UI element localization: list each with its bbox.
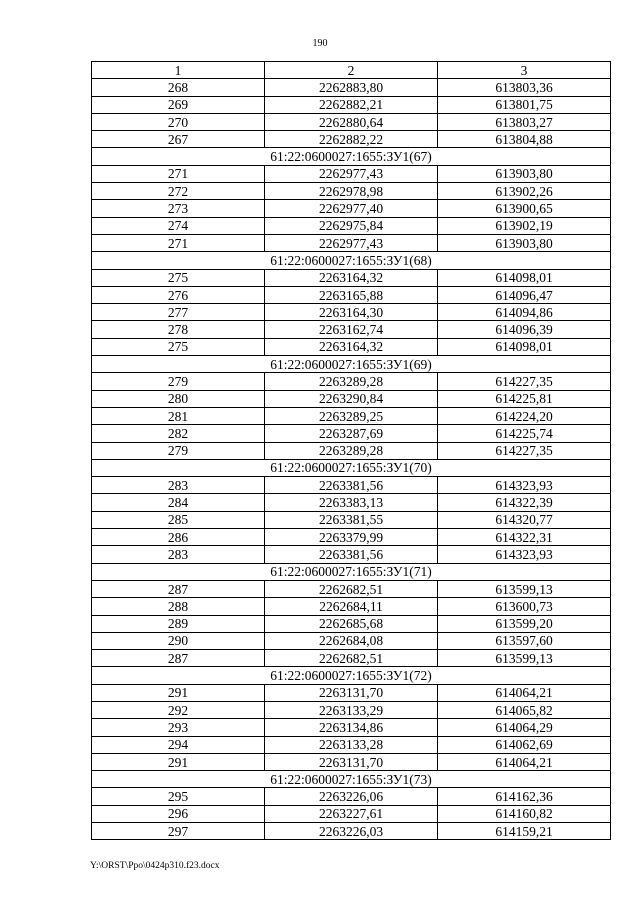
point-number-cell: 268 — [92, 79, 265, 96]
x-coordinate-cell: 2262977,40 — [265, 200, 438, 217]
table-row — [92, 529, 611, 546]
x-coordinate-cell: 2262975,84 — [265, 217, 438, 234]
point-number-cell: 290 — [92, 632, 265, 649]
table-row — [92, 511, 611, 528]
y-coordinate-cell: 614162,36 — [438, 788, 611, 805]
table-row — [92, 701, 611, 718]
section-header-row — [92, 356, 611, 373]
point-number-cell: 279 — [92, 442, 265, 459]
table-row — [92, 96, 611, 113]
section-label: 61:22:0600027:1655:ЗУ1(68) — [92, 252, 611, 269]
point-number-cell: 267 — [92, 131, 265, 148]
y-coordinate-cell: 614227,35 — [438, 442, 611, 459]
section-label: 61:22:0600027:1655:ЗУ1(72) — [92, 667, 611, 684]
table-row — [92, 494, 611, 511]
y-coordinate-cell: 614225,81 — [438, 390, 611, 407]
x-coordinate-cell: 2263164,32 — [265, 269, 438, 286]
y-coordinate-cell: 614323,93 — [438, 477, 611, 494]
x-coordinate-cell: 2263287,69 — [265, 425, 438, 442]
x-coordinate-cell: 2263381,55 — [265, 511, 438, 528]
table-row — [92, 373, 611, 390]
y-coordinate-cell: 614322,39 — [438, 494, 611, 511]
y-coordinate-cell: 613599,13 — [438, 580, 611, 597]
y-coordinate-cell: 613903,80 — [438, 234, 611, 251]
y-coordinate-cell: 614094,86 — [438, 304, 611, 321]
y-coordinate-cell: 614323,93 — [438, 546, 611, 563]
coordinates-table — [91, 61, 611, 840]
section-label: 61:22:0600027:1655:ЗУ1(70) — [92, 459, 611, 476]
y-coordinate-cell: 614098,01 — [438, 269, 611, 286]
table-row — [92, 390, 611, 407]
header-cell-point: 1 — [92, 62, 265, 79]
x-coordinate-cell: 2263164,32 — [265, 338, 438, 355]
point-number-cell: 281 — [92, 407, 265, 424]
table-row — [92, 632, 611, 649]
point-number-cell: 289 — [92, 615, 265, 632]
table-row — [92, 442, 611, 459]
table-row — [92, 805, 611, 822]
point-number-cell: 283 — [92, 477, 265, 494]
section-header-row — [92, 667, 611, 684]
header-cell-x: 2 — [265, 62, 438, 79]
table-row — [92, 113, 611, 130]
point-number-cell: 277 — [92, 304, 265, 321]
x-coordinate-cell: 2262882,22 — [265, 131, 438, 148]
section-label: 61:22:0600027:1655:ЗУ1(67) — [92, 148, 611, 165]
table-row — [92, 580, 611, 597]
table-row — [92, 304, 611, 321]
y-coordinate-cell: 614320,77 — [438, 511, 611, 528]
table-row — [92, 183, 611, 200]
y-coordinate-cell: 613599,13 — [438, 650, 611, 667]
point-number-cell: 280 — [92, 390, 265, 407]
point-number-cell: 270 — [92, 113, 265, 130]
y-coordinate-cell: 613801,75 — [438, 96, 611, 113]
point-number-cell: 285 — [92, 511, 265, 528]
x-coordinate-cell: 2263290,84 — [265, 390, 438, 407]
section-label: 61:22:0600027:1655:ЗУ1(73) — [92, 771, 611, 788]
table-row — [92, 200, 611, 217]
x-coordinate-cell: 2263165,88 — [265, 286, 438, 303]
point-number-cell: 276 — [92, 286, 265, 303]
x-coordinate-cell: 2263381,56 — [265, 477, 438, 494]
y-coordinate-cell: 614159,21 — [438, 823, 611, 840]
point-number-cell: 297 — [92, 823, 265, 840]
y-coordinate-cell: 614064,21 — [438, 684, 611, 701]
x-coordinate-cell: 2263379,99 — [265, 529, 438, 546]
y-coordinate-cell: 614062,69 — [438, 736, 611, 753]
point-number-cell: 275 — [92, 269, 265, 286]
point-number-cell: 279 — [92, 373, 265, 390]
y-coordinate-cell: 613600,73 — [438, 598, 611, 615]
y-coordinate-cell: 614064,21 — [438, 753, 611, 770]
x-coordinate-cell: 2262685,68 — [265, 615, 438, 632]
x-coordinate-cell: 2263131,70 — [265, 753, 438, 770]
table-row — [92, 269, 611, 286]
x-coordinate-cell: 2262882,21 — [265, 96, 438, 113]
footer-file-path: Y:\ORST\Ppo\0424p310.f23.docx — [90, 861, 220, 871]
point-number-cell: 291 — [92, 684, 265, 701]
x-coordinate-cell: 2263226,03 — [265, 823, 438, 840]
point-number-cell: 274 — [92, 217, 265, 234]
x-coordinate-cell: 2263134,86 — [265, 719, 438, 736]
table-row — [92, 546, 611, 563]
table-row — [92, 234, 611, 251]
y-coordinate-cell: 614064,29 — [438, 719, 611, 736]
page-number: 190 — [312, 38, 328, 49]
table-row — [92, 407, 611, 424]
y-coordinate-cell: 613804,88 — [438, 131, 611, 148]
y-coordinate-cell: 614225,74 — [438, 425, 611, 442]
table-row — [92, 598, 611, 615]
table-row — [92, 615, 611, 632]
y-coordinate-cell: 614096,47 — [438, 286, 611, 303]
table-row — [92, 165, 611, 182]
section-header-row — [92, 252, 611, 269]
x-coordinate-cell: 2263289,28 — [265, 373, 438, 390]
table-row — [92, 217, 611, 234]
x-coordinate-cell: 2262883,80 — [265, 79, 438, 96]
table-row — [92, 736, 611, 753]
table-body — [92, 79, 611, 840]
point-number-cell: 269 — [92, 96, 265, 113]
table-row — [92, 477, 611, 494]
section-header-row — [92, 771, 611, 788]
y-coordinate-cell: 613803,36 — [438, 79, 611, 96]
point-number-cell: 271 — [92, 165, 265, 182]
table-row — [92, 321, 611, 338]
point-number-cell: 278 — [92, 321, 265, 338]
table-header-row — [92, 62, 611, 79]
section-label: 61:22:0600027:1655:ЗУ1(69) — [92, 356, 611, 373]
table-row — [92, 684, 611, 701]
x-coordinate-cell: 2263381,56 — [265, 546, 438, 563]
y-coordinate-cell: 613900,65 — [438, 200, 611, 217]
table-row — [92, 719, 611, 736]
x-coordinate-cell: 2262978,98 — [265, 183, 438, 200]
y-coordinate-cell: 613902,19 — [438, 217, 611, 234]
x-coordinate-cell: 2262684,08 — [265, 632, 438, 649]
point-number-cell: 275 — [92, 338, 265, 355]
x-coordinate-cell: 2263383,13 — [265, 494, 438, 511]
y-coordinate-cell: 613597,60 — [438, 632, 611, 649]
point-number-cell: 283 — [92, 546, 265, 563]
y-coordinate-cell: 613599,20 — [438, 615, 611, 632]
section-label: 61:22:0600027:1655:ЗУ1(71) — [92, 563, 611, 580]
y-coordinate-cell: 614098,01 — [438, 338, 611, 355]
y-coordinate-cell: 614160,82 — [438, 805, 611, 822]
table-row — [92, 79, 611, 96]
point-number-cell: 272 — [92, 183, 265, 200]
table-row — [92, 753, 611, 770]
point-number-cell: 293 — [92, 719, 265, 736]
y-coordinate-cell: 614224,20 — [438, 407, 611, 424]
y-coordinate-cell: 613902,26 — [438, 183, 611, 200]
x-coordinate-cell: 2263289,28 — [265, 442, 438, 459]
point-number-cell: 296 — [92, 805, 265, 822]
section-header-row — [92, 459, 611, 476]
x-coordinate-cell: 2263227,61 — [265, 805, 438, 822]
point-number-cell: 287 — [92, 580, 265, 597]
table-row — [92, 286, 611, 303]
x-coordinate-cell: 2263162,74 — [265, 321, 438, 338]
y-coordinate-cell: 614065,82 — [438, 701, 611, 718]
x-coordinate-cell: 2262977,43 — [265, 165, 438, 182]
section-header-row — [92, 563, 611, 580]
x-coordinate-cell: 2263133,29 — [265, 701, 438, 718]
section-header-row — [92, 148, 611, 165]
table-row — [92, 650, 611, 667]
table-row — [92, 338, 611, 355]
x-coordinate-cell: 2263226,06 — [265, 788, 438, 805]
point-number-cell: 291 — [92, 753, 265, 770]
point-number-cell: 273 — [92, 200, 265, 217]
point-number-cell: 282 — [92, 425, 265, 442]
table-row — [92, 823, 611, 840]
y-coordinate-cell: 614096,39 — [438, 321, 611, 338]
point-number-cell: 287 — [92, 650, 265, 667]
point-number-cell: 271 — [92, 234, 265, 251]
x-coordinate-cell: 2262977,43 — [265, 234, 438, 251]
x-coordinate-cell: 2262684,11 — [265, 598, 438, 615]
x-coordinate-cell: 2262682,51 — [265, 580, 438, 597]
x-coordinate-cell: 2263164,30 — [265, 304, 438, 321]
point-number-cell: 284 — [92, 494, 265, 511]
x-coordinate-cell: 2263289,25 — [265, 407, 438, 424]
y-coordinate-cell: 613803,27 — [438, 113, 611, 130]
header-cell-y: 3 — [438, 62, 611, 79]
point-number-cell: 286 — [92, 529, 265, 546]
x-coordinate-cell: 2262880,64 — [265, 113, 438, 130]
point-number-cell: 292 — [92, 701, 265, 718]
y-coordinate-cell: 614322,31 — [438, 529, 611, 546]
point-number-cell: 295 — [92, 788, 265, 805]
y-coordinate-cell: 614227,35 — [438, 373, 611, 390]
point-number-cell: 294 — [92, 736, 265, 753]
table-row — [92, 788, 611, 805]
table-row — [92, 425, 611, 442]
x-coordinate-cell: 2262682,51 — [265, 650, 438, 667]
y-coordinate-cell: 613903,80 — [438, 165, 611, 182]
table-row — [92, 131, 611, 148]
point-number-cell: 288 — [92, 598, 265, 615]
x-coordinate-cell: 2263133,28 — [265, 736, 438, 753]
x-coordinate-cell: 2263131,70 — [265, 684, 438, 701]
